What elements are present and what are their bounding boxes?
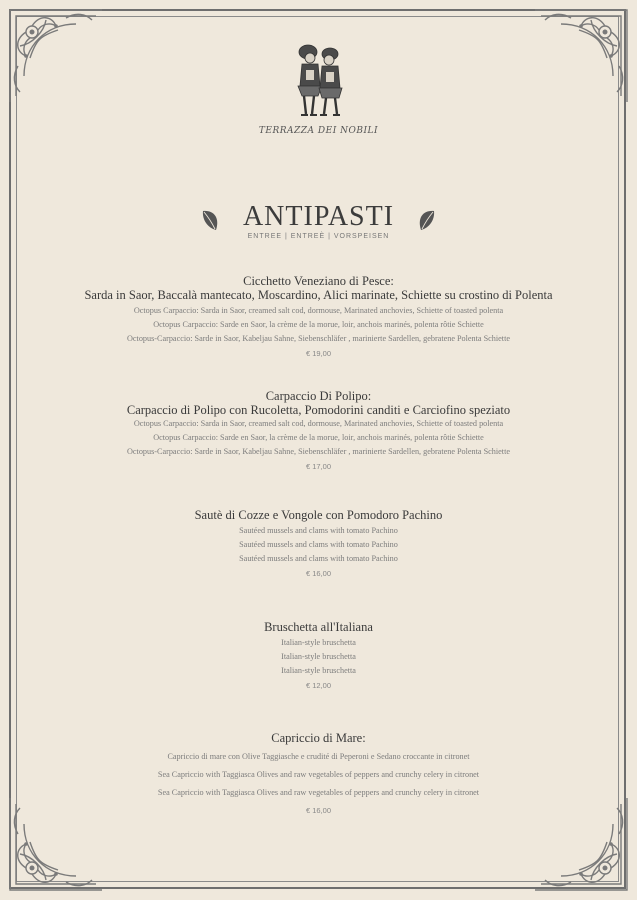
dish-description: Italian-style bruschetta [281,638,356,647]
section-title: ANTIPASTI [242,201,395,232]
section-subtitle: ENTREE | ENTREÈ | VORSPEISEN [247,233,390,240]
dish-name: Cicchetto Veneziano di Pesce: [243,274,394,288]
dish-description: Octopus Carpaccio: Sarde en Saor, la crème de la morue, loir, anchois marinés, polenta rôtie Schiette [153,433,484,442]
dish-description: Capriccio di mare con Olive Taggiasche e crudité di Peperoni e Sedano croccante in citronet [167,752,470,761]
dish-description: Sautéed mussels and clams with tomato Pachino [239,540,398,549]
dish-price: € 16,00 [305,806,332,815]
restaurant-logo [0,40,637,136]
dish-description: Italian-style bruschetta [281,652,356,661]
dish-name: Carpaccio Di Polipo: [265,389,372,403]
dish-description: Sautéed mussels and clams with tomato Pachino [239,554,398,563]
dish-description: Sea Capriccio with Taggiasca Olives and raw vegetables of peppers and crunchy celery in citronet [157,770,480,779]
section-header [0,202,637,240]
dish-name: Sarda in Saor, Baccalà mantecato, Moscardino, Alici marinate, Schiette su crostino di Polenta [84,288,553,302]
dish-description: Octopus Carpaccio: Sarda in Saor, creamed salt cod, dormouse, Marinated anchovies, Schiette of toasted polenta [133,306,504,315]
noble-couple-icon [284,40,354,120]
menu-item [30,508,607,581]
dish-name: Sautè di Cozze e Vongole con Pomodoro Pachino [194,508,443,522]
dish-name: Bruschetta all'Italiana [264,620,373,634]
dish-description: Italian-style bruschetta [281,666,356,675]
dish-name: Capriccio di Mare: [271,731,366,745]
dish-name: Carpaccio di Polipo con Rucoletta, Pomodorini canditi e Carciofino speziato [126,403,511,417]
dish-price: € 16,00 [305,569,332,578]
dish-description: Octopus-Carpaccio: Sarde in Saor, Kabeljau Sahne, Siebenschläfer , marinierte Sardellen, gebratene Polenta Schiette [127,334,510,343]
menu-item [30,731,607,818]
dish-price: € 12,00 [305,681,332,690]
menu-item [30,274,607,361]
brand-name: TERRAZZA DEI NOBILI [258,126,379,136]
dish-description: Sautéed mussels and clams with tomato Pachino [239,526,398,535]
menu-item [30,389,607,474]
dish-description: Sea Capriccio with Taggiasca Olives and raw vegetables of peppers and crunchy celery in citronet [157,788,480,797]
menu-item [30,620,607,693]
dish-price: € 19,00 [305,349,332,358]
dish-description: Octopus-Carpaccio: Sarde in Saor, Kabeljau Sahne, Siebenschläfer , marinierte Sardellen, gebratene Polenta Schiette [127,447,510,456]
dish-description: Octopus Carpaccio: Sarda in Saor, creamed salt cod, dormouse, Marinated anchovies, Schiette of toasted polenta [133,419,504,428]
dish-price: € 17,00 [305,462,332,471]
dish-description: Octopus Carpaccio: Sarde en Saor, la crème de la morue, loir, anchois marinés, polenta rôtie Schiette [153,320,484,329]
